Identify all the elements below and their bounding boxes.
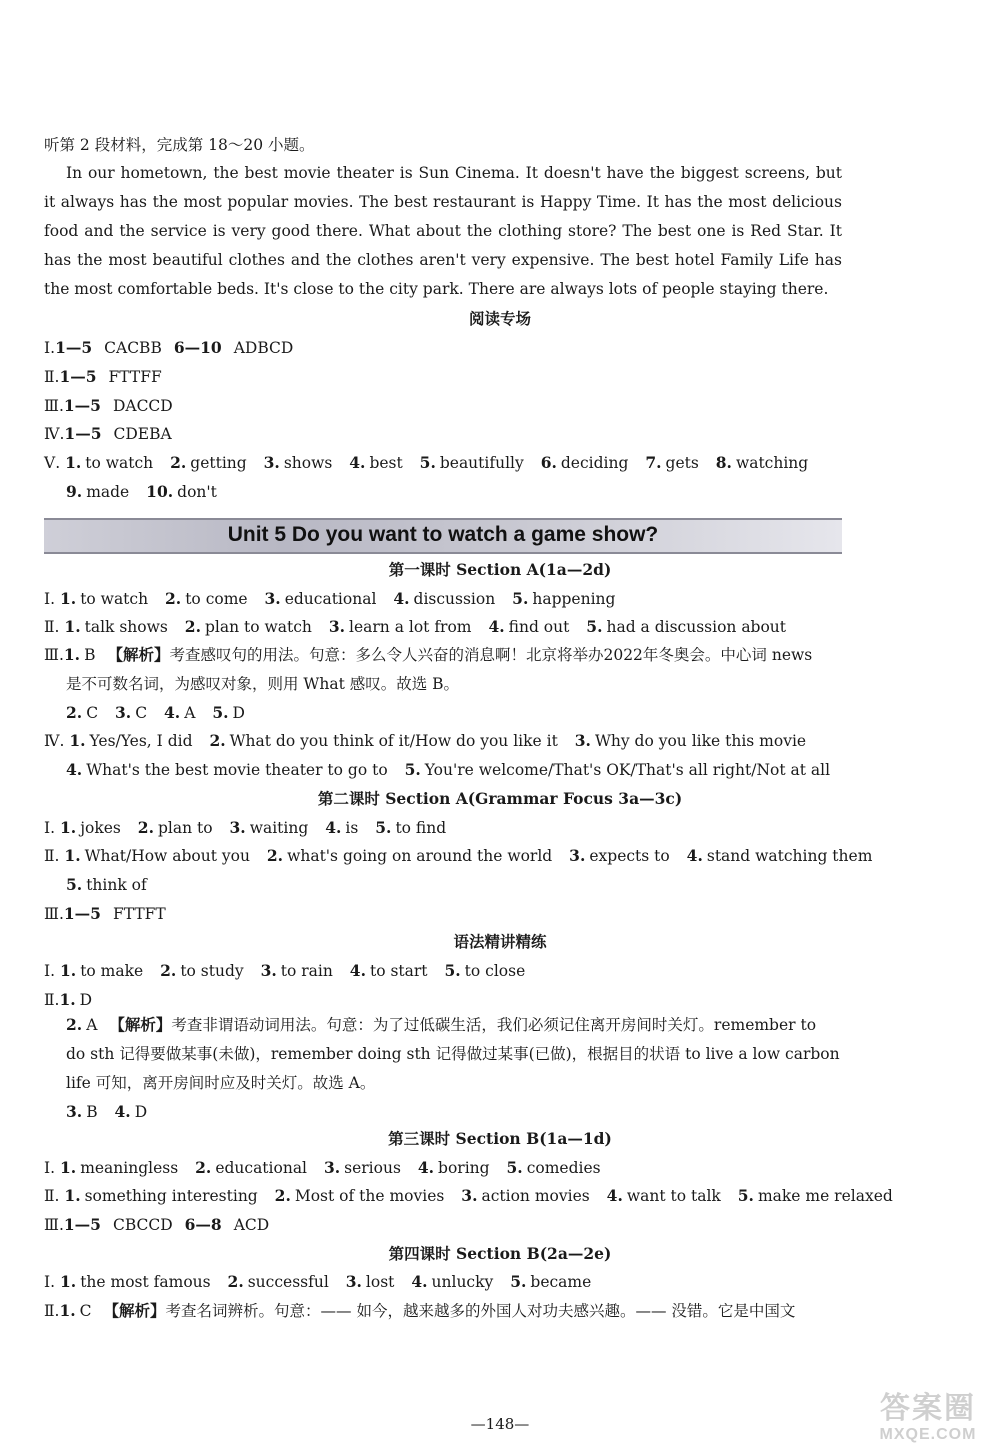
- roman-numeral: Ⅳ.: [44, 425, 65, 443]
- roman-numeral: Ⅲ.: [44, 397, 64, 415]
- answer-item: best: [369, 454, 403, 472]
- answers: CACBB: [104, 339, 162, 357]
- range: 1—5: [59, 367, 97, 386]
- passage-line: has the most popular movies. The best restaurant is Happy Time. It has the most delicious food and the service: [44, 193, 842, 240]
- watermark-logo: 答案圈 MXQE.COM: [879, 1392, 977, 1443]
- range: 6—10: [173, 338, 222, 357]
- lesson2-heading: 第二课时 Section A(Grammar Focus 3a—3c): [317, 789, 683, 808]
- answer-item: watching: [735, 454, 809, 472]
- range: 1—5: [64, 424, 102, 443]
- roman-numeral: Ⅰ.: [44, 339, 56, 357]
- range: 1—5: [63, 396, 101, 415]
- lesson1-row-3: Ⅲ.1. B 【解析】考查感叹句的用法。句意：多么令人兴奋的消息啊！北京将举办2022年冬奥会。中心词 news: [44, 645, 813, 664]
- lesson2-row-2-cont: 5. think of: [66, 875, 147, 894]
- answers: DACCD: [112, 397, 173, 415]
- lesson1-row-2: Ⅱ. 1. talk shows 2. plan to watch 3. learn a lot from 4. find out 5. had a discussion about: [44, 617, 787, 636]
- lesson4-row-1: Ⅰ. 1. the most famous 2. successful 3. lost 4. unlucky 5. became: [44, 1272, 592, 1291]
- grammar-row-2-rest: 3. B 4. D: [66, 1102, 148, 1121]
- grammar-row-2: Ⅱ.1. D: [44, 990, 93, 1009]
- answer-item: deciding: [560, 454, 629, 472]
- reading-heading: 阅读专场: [468, 309, 531, 328]
- passage-line: city park. There are always lots of people staying there.: [389, 280, 829, 298]
- reading-row-2: [44, 366, 850, 388]
- reading-row-1: [44, 337, 850, 359]
- answers: CDEBA: [113, 425, 172, 443]
- answer-item: don't: [177, 483, 217, 501]
- passage-line: In our hometown, the best movie theater is Sun Cinema. It doesn't have the biggest screens, but it always: [44, 164, 842, 211]
- lesson3-heading: 第三课时 Section B(1a—1d): [388, 1129, 612, 1148]
- passage-line: and the clothes aren't very expensive. The best hotel Family Life has the most comfortable beds. It's close to the: [44, 251, 842, 298]
- answers: ADBCD: [233, 339, 294, 357]
- lesson3-row-1: Ⅰ. 1. meaningless 2. educational 3. serious 4. boring 5. comedies: [44, 1158, 601, 1177]
- answer-item: to watch: [85, 454, 154, 472]
- grammar-row-2-exp3: life 可知，离开房间时应及时关灯。故选 A。: [66, 1074, 376, 1092]
- roman-numeral: Ⅱ.: [44, 368, 60, 386]
- answer-item: gets: [665, 454, 699, 472]
- listening-passage: [44, 159, 842, 304]
- reading-row-3: [44, 395, 850, 417]
- reading-row-5: Ⅴ. 1. to watch 2. getting 3. shows 4. best 5. beautifully 6. deciding 7. gets 8. watching: [44, 453, 809, 472]
- range: 1—5: [55, 338, 93, 357]
- unit-title: Unit 5 Do you want to watch a game show?: [227, 523, 659, 546]
- answers: FTTFF: [108, 368, 162, 386]
- passage-line: is very good there. What about the clothing store? The best one is Red Star. It has the most beautiful clothes: [44, 222, 842, 269]
- lesson4-heading: 第四课时 Section B(2a—2e): [388, 1244, 612, 1263]
- lesson3-row-3: Ⅲ.1—5 CBCCD 6—8 ACD: [44, 1215, 270, 1234]
- lesson2-row-3: Ⅲ.1—5 FTTFT: [44, 904, 166, 923]
- roman-numeral: Ⅴ.: [44, 454, 61, 472]
- answer-item: beautifully: [439, 454, 524, 472]
- listening-intro: 听第 2 段材料，完成第 18～20 小题。: [44, 136, 315, 154]
- lesson4-row-2: Ⅱ.1. C 【解析】考查名词辨析。句意：—— 如今，越来越多的外国人对功夫感兴趣。—— 没错。它是中国文: [44, 1301, 796, 1320]
- lesson2-row-2: Ⅱ. 1. What/How about you 2. what's going on around the world 3. expects to 4. stand watching them: [44, 846, 873, 865]
- lesson3-row-2: Ⅱ. 1. something interesting 2. Most of the movies 3. action movies 4. want to talk 5. make me relaxed: [44, 1186, 893, 1205]
- reading-row-5-cont: 9. made 10. don't: [66, 482, 217, 501]
- lesson1-row-1: Ⅰ. 1. to watch 2. to come 3. educational 4. discussion 5. happening: [44, 589, 616, 608]
- unit-banner: [44, 518, 842, 554]
- reading-row-4: [44, 423, 850, 445]
- page-number: —148—: [470, 1415, 530, 1433]
- answer-item: shows: [283, 454, 333, 472]
- lesson2-row-1: Ⅰ. 1. jokes 2. plan to 3. waiting 4. is 5. to find: [44, 818, 447, 837]
- grammar-heading: 语法精讲精练: [453, 932, 547, 951]
- lesson1-row-3-rest: 2. C 3. C 4. A 5. D: [66, 703, 245, 722]
- grammar-row-1: Ⅰ. 1. to make 2. to study 3. to rain 4. to start 5. to close: [44, 961, 526, 980]
- lesson1-row-4-cont: 4. What's the best movie theater to go to 5. You're welcome/That's OK/That's all right/Not at all: [66, 760, 831, 779]
- answer-item: made: [86, 483, 130, 501]
- grammar-row-2-exp2: do sth 记得要做某事(未做)，remember doing sth 记得做过某事(已做)，根据目的状语 to live a low carbon: [66, 1045, 840, 1063]
- answer-item: getting: [190, 454, 247, 472]
- grammar-row-2-item2: 2. A 【解析】考查非谓语动词用法。句意：为了过低碳生活，我们必须记住离开房间时关灯。remember to: [66, 1015, 817, 1034]
- lesson1-row-4: Ⅳ. 1. Yes/Yes, I did 2. What do you think of it/How do you like it 3. Why do you like this movie: [44, 731, 807, 750]
- lesson1-heading: 第一课时 Section A(1a—2d): [388, 560, 612, 579]
- lesson1-row-3-exp: 是不可数名词，为感叹对象，则用 What 感叹。故选 B。: [66, 675, 460, 693]
